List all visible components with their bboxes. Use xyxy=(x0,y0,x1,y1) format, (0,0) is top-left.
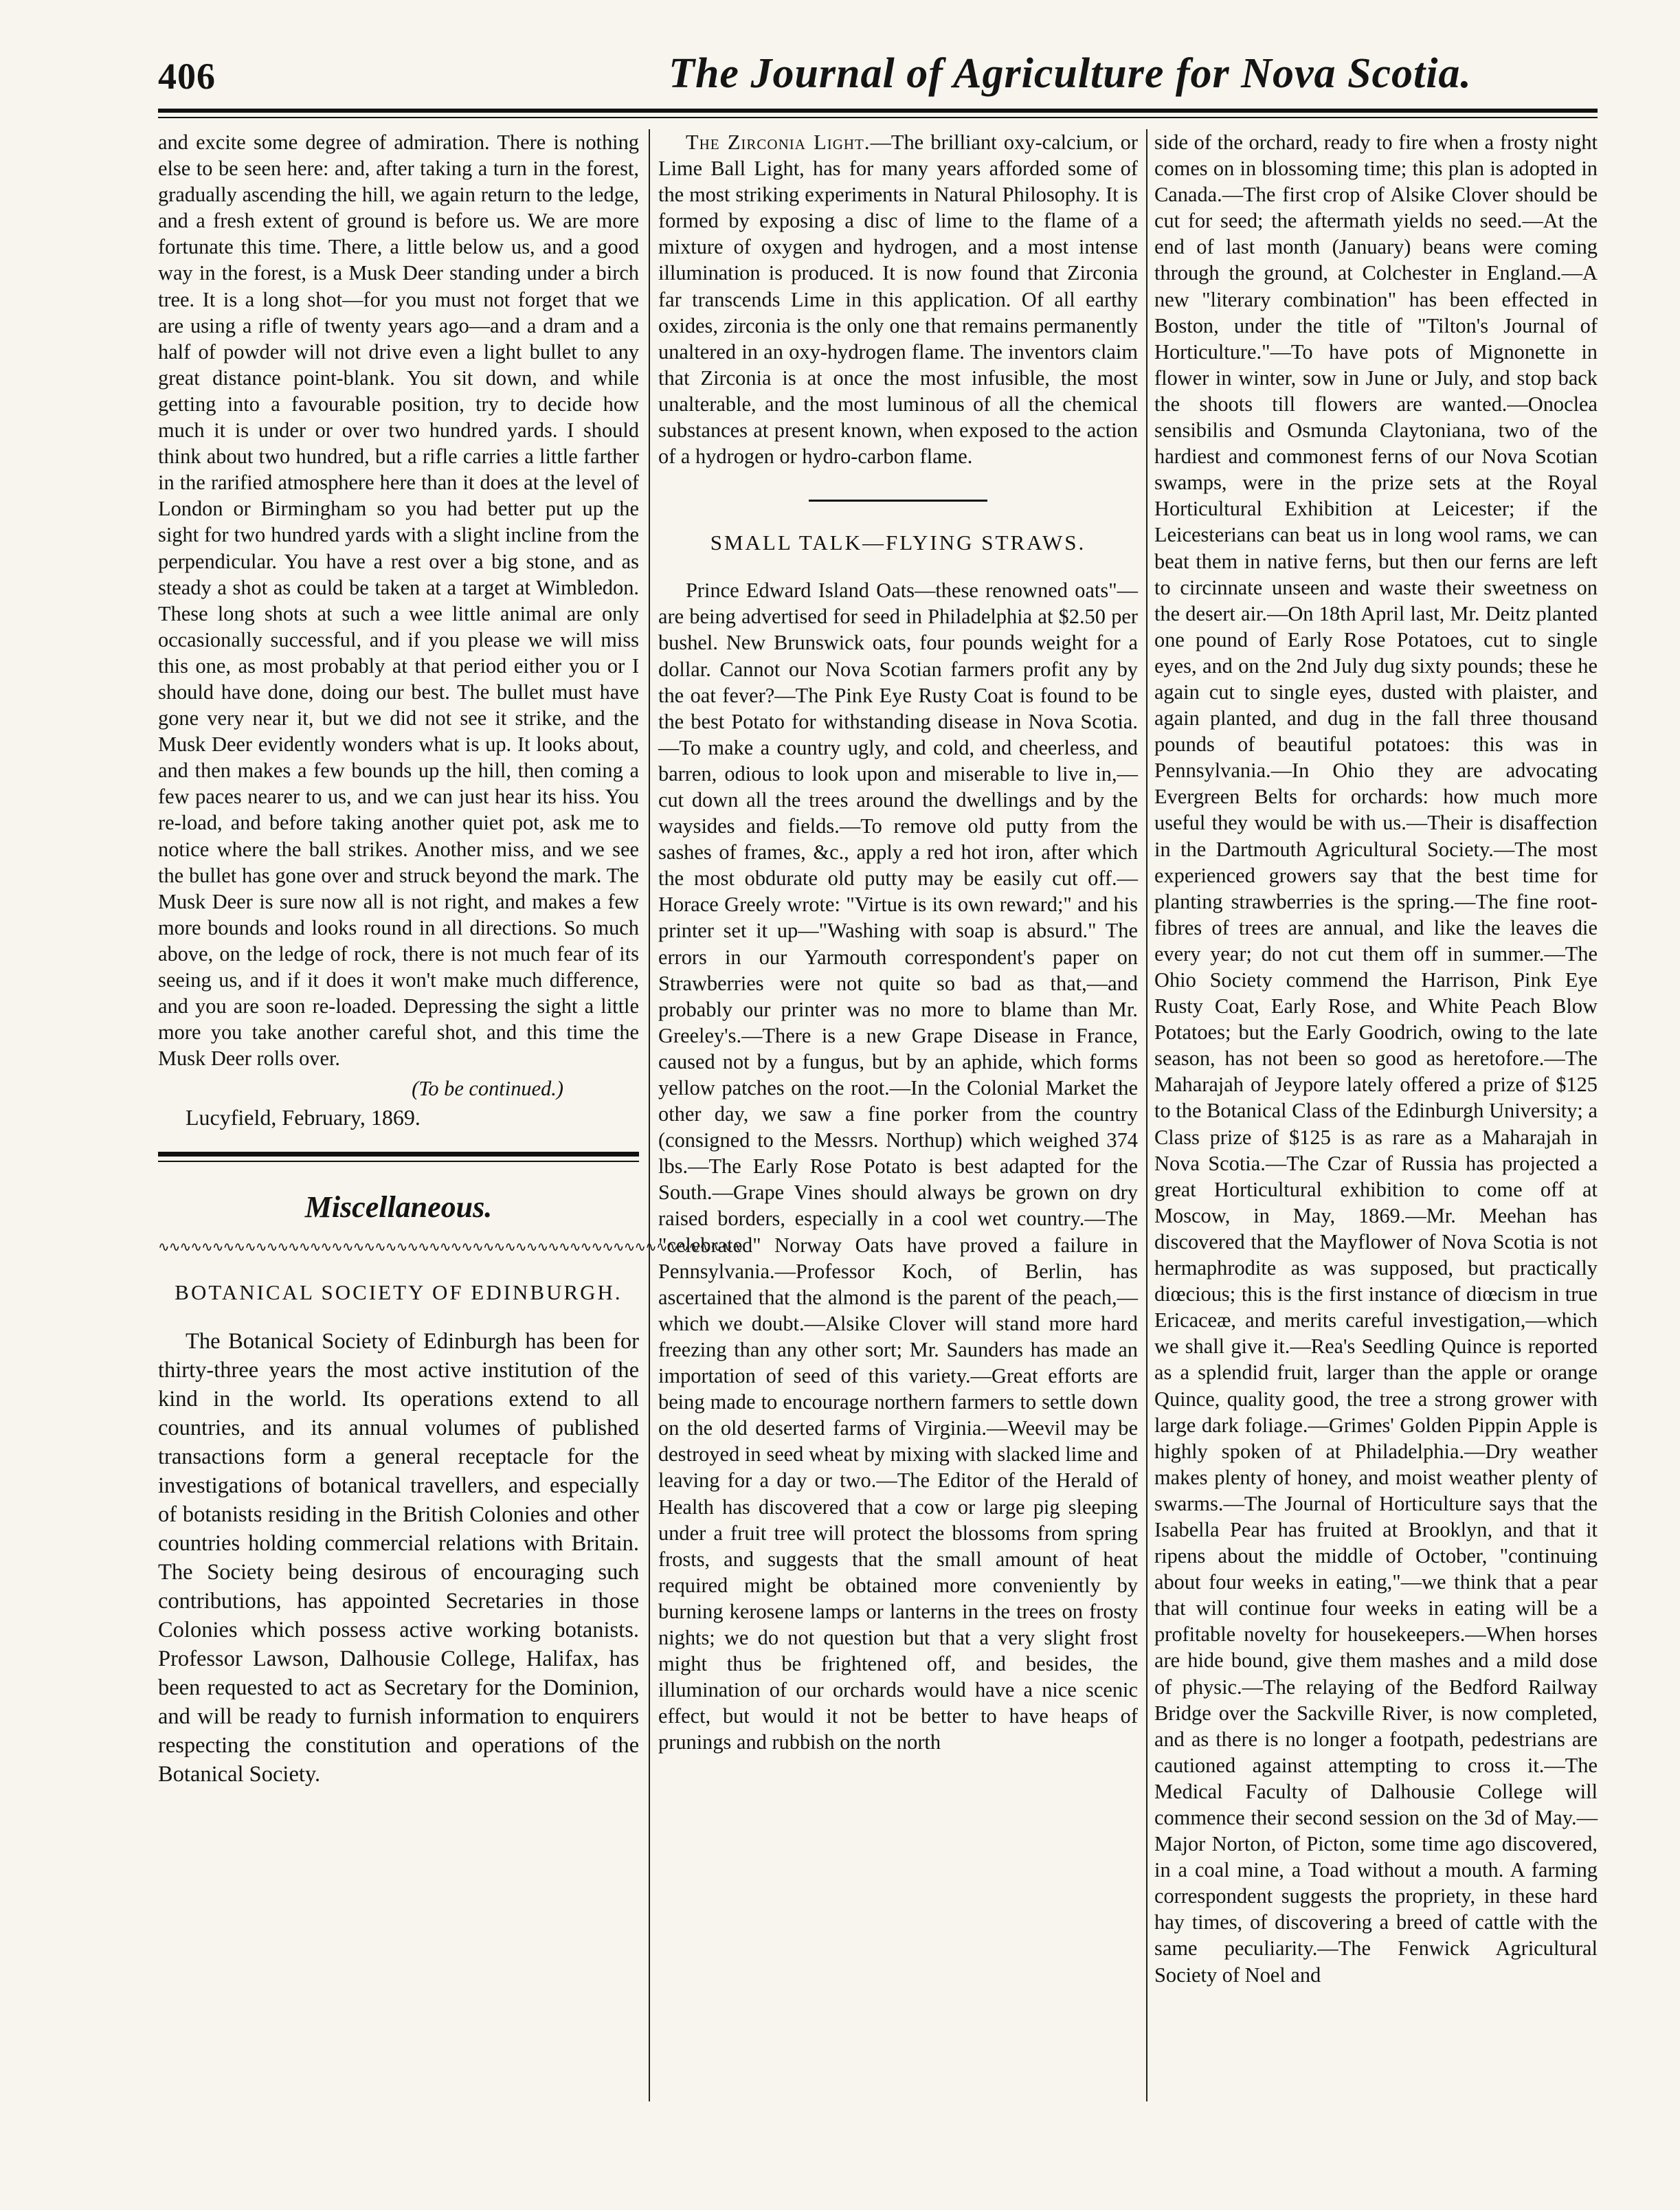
section-rule-thin xyxy=(158,1161,639,1162)
place-date-line: Lucyfield, February, 1869. xyxy=(186,1105,421,1130)
small-talk-text: Prince Edward Island Oats—these renowned oats"—are being advertised for seed in Philadelphia at $2.50 per bushel. New Brunswick oats, four pounds weight for a dollar. Cannot our Nova Scotian farmers profit any by the oat fever?—The Pink Eye Rusty Coat is found to be the best Potato for withstanding disease in Nova Scotia.—To make a country ugly, and cold, and cheerless, and barren, odious to look upon and miserable to live in,—cut down all the trees around the dwellings and by the waysides and fields.—To remove old putty from the sashes of frames, &c., apply a red hot iron, after which the most obdurate old putty may be easily cut off.—Horace Greely wrote: "Virtue is its own reward;" and his printer set it up—"Washing with soap is absurd." The errors in our Yarmouth correspondent's paper on Strawberries were not quite so bad as that,—and probably our printer was no more to blame than Mr. Greeley's.—There is a new Grape Disease in France, caused not by a fungus, but by an aphide, which forms yellow patches on the root.—In the Colonial Market the other day, we saw a fine porker from the country (consigned to the Messrs. Northup) which weighed 374 lbs.—The Early Rose Potato is best adapted for the South.—Grape Vines should always be grown on dry raised borders, especially in a cool wet country.—The "celebrated" Norway Oats have proved a failure in Pennsylvania.—Professor Koch, of Berlin, has ascertained that the almond is the parent of the peach,—which we doubt.—Alsike Clover will stand more hard freezing than any other sort; Mr. Saunders has made an importation of seed of this variety.—Great efforts are being made to encourage northern farmers to settle down on the old deserted farms of Virginia.—Weevil may be destroyed in seed wheat by mixing with slacked lime and leaving for a day or two.—The Editor of the Herald of Health has discovered that a cow or large pig sleeping under a fruit tree will protect the blossoms from spring frosts, and suggests that the small amount of heat required might be obtained more conveniently by burning kerosene lamps or lanterns in the trees on frosty nights; we do not question but that a very slight frost might thus be frightened off, and besides, the illumination of our orchards would have a nice scenic effect, but would it not be better to have heaps of prunings and rubbish on the north xyxy=(658,579,1138,1754)
column-divider-2 xyxy=(1146,129,1147,2101)
section-rule-thick xyxy=(158,1152,639,1157)
separator-rule xyxy=(809,500,987,502)
column-2 xyxy=(658,129,1138,2101)
column-3 xyxy=(1154,129,1598,2101)
header-rule xyxy=(158,109,1598,113)
botanical-society-heading: BOTANICAL SOCIETY OF EDINBURGH. xyxy=(175,1280,623,1304)
to-be-continued: (To be continued.) xyxy=(412,1077,563,1101)
botanical-society-text: The Botanical Society of Edinburgh has been for thirty-three years the most active institution of the kind in the world. Its operations extend to all countries, and its annual volumes of published transactions form a general receptacle for the investigations of botanical travellers, and especially of botanists residing in the British Colonies and other countries holding commercial relations with Britain. The Society being desirous of encouraging such contributions, has appointed Secretaries in those Colonies which possess active working botanists. Professor Lawson, Dalhousie College, Halifax, has been requested to act as Secretary for the Dominion, and will be ready to furnish information to enquirers respecting the constitution and operations of the Botanical Society. xyxy=(158,1328,639,1787)
zirconia-title: The Zirconia Light. xyxy=(686,131,871,154)
page-header xyxy=(158,49,1598,104)
column-1 xyxy=(158,129,743,2101)
musk-deer-article-text: and excite some degree of admiration. There is nothing else to be seen here: and, after taking a turn in the forest, gradually ascending the hill, we again return to the ledge, and a fresh extent of ground is before us. We are more fortunate this time. There, a little below us, and a good way in the forest, is a Musk Deer standing under a birch tree. It is a long shot—for you must not forget that we are using a rifle of twenty years ago—and a dram and a half of powder will not drive even a light bullet to any great distance point-blank. You sit down, and while getting into a favourable position, try to decide how much it is under or over two hundred yards. I should think about two hundred, but a rifle carries a little farther in the rarified atmosphere here than it does at the level of London or Birmingham so you had better put up the sight for two hundred yards with a slight incline from the perpendicular. You have a rest over a big stone, and as steady a shot as could be taken at a target at Wimbledon. These long shots at such a wee little animal are only occasionally successful, and if you please we will miss this one, as most probably at that period either you or I should have done, doing our best. The bullet must have gone very near it, but we did not see it strike, and the Musk Deer evidently wonders what is up. It looks about, and then makes a few bounds up the hill, then coming a few paces nearer to us, and we can just hear its hiss. You re-load, and before taking another quiet pot, ask me to notice where the ball strikes. Another miss, and we see the bullet has gone over and struck beyond the mark. The Musk Deer is sure now all is not right, and makes a few more bounds and looks round in all directions. So much above, on the ledge of rock, there is not much fear of its seeing us, and if it does it won't make much difference, and you are soon re-loaded. Depressing the sight a little more you take another careful shot, and this time the Musk Deer rolls over. xyxy=(158,131,639,1071)
wavy-ornament: ∿∿∿∿∿∿∿∿∿∿∿∿∿∿∿∿∿∿∿∿∿∿∿∿∿∿∿∿∿∿∿∿∿∿∿∿∿∿∿∿∿∿∿∿∿∿∿∿∿∿∿∿∿∿ xyxy=(158,1239,743,1255)
page-number: 406 xyxy=(158,56,216,97)
column-divider-1 xyxy=(649,129,650,2101)
section-title-miscellaneous: Miscellaneous. xyxy=(304,1190,493,1224)
header-rule-thin xyxy=(158,117,1598,118)
small-talk-continued-text: side of the orchard, ready to fire when a frosty night comes on in blossoming time; this plan is adopted in Canada.—The first crop of Alsike Clover should be cut for seed; the aftermath yields no seed.—At the end of last month (January) beans were coming through the ground, at Colchester in England.—A new "literary combination" has been effected in Boston, under the title of "Tilton's Journal of Horticulture."—To have pots of Mignonette in flower in winter, sow in June or July, and stop back the shoots till flowers are wanted.—Onoclea sensibilis and Osmunda Claytoniana, two of the hardiest and commonest ferns of our Nova Scotian swamps, were in the prize sets at the Royal Horticultural Exhibition at Leicester; if the Leicesterians can beat us in long wool rams, we can beat them in native ferns, but then our ferns are left to circinnate unseen and waste their sweetness on the desert air.—On 18th April last, Mr. Deitz planted one pound of Early Rose Potatoes, cut to single eyes, and on the 2nd July dug sixty pounds; these he again cut to single eyes, dusted with plaister, and again planted, and dug in the fall three thousand pounds of beautiful potatoes: this was in Pennsylvania.—In Ohio they are advocating Evergreen Belts for orchards: how much more useful they would be with us.—Their is disaffection in the Dartmouth Agricultural Society.—The most experienced growers say that the best time for planting strawberries is the spring.—The fine root-fibres of trees are annual, and like the leaves die every year; do not cut them off in summer.—The Ohio Society commend the Harrison, Pink Eye Rusty Coat, Early Rose, and White Peach Blow Potatoes; but the Early Goodrich, owing to the late season, has not been so good as heretofore.—The Maharajah of Jeypore lately offered a prize of $125 to the Botanical Class of the Edinburgh University; a Class prize of $125 is as rare as a Maharajah in Nova Scotia.—The Czar of Russia has projected a great Horticultural exhibition to come off at Moscow, in May, 1869.—Mr. Meehan has discovered that the Mayflower of Nova Scotia is not hermaphrodite as was supposed, but practically diœcious; this is the first instance of diœcism in true Ericaceæ, and merits careful investigation,—which we shall give it.—Rea's Seedling Quince is reported as a splendid fruit, larger than the apple or orange Quince, quality good, the tree a strong grower with large dark foliage.—Grimes' Golden Pippin Apple is highly spoken of at Philadelphia.—Dry weather makes plenty of honey, and moist weather plenty of swarms.—The Journal of Horticulture says that the Isabella Pear has fruited at Brooklyn, and that it ripens about the middle of October, "continuing about four weeks in eating,"—we think that a pear that will continue four weeks in eating will be a profitable novelty for housekeepers.—When horses are hide bound, give them mashes and a mild dose of physic.—The relaying of the Bedford Railway Bridge over the Sackville River, is now completed, and as there is no longer a footpath, pedestrians are cautioned against attempting to cross it.—The Medical Faculty of Dalhousie College will commence their second session on the 3d of May.—Major Norton, of Picton, some time ago discovered, in a coal mine, a Toad without a mouth. A farming correspondent suggests the propriety, in these hard hay times, of discovering a breed of cattle with the same peculiarity.—The Fenwick Agricultural Society of Noel and xyxy=(1154,131,1598,1987)
small-talk-heading: SMALL TALK—FLYING STRAWS. xyxy=(710,531,1086,555)
journal-title: The Journal of Agriculture for Nova Scotia. xyxy=(669,50,1472,97)
zirconia-text: —The brilliant oxy-calcium, or Lime Ball Light, has for many years afforded some of the most striking experiments in Natural Philosophy. It is formed by exposing a disc of lime to the flame of a mixture of oxygen and hydrogen, and a most intense illumination is produced. It is now found that Zirconia far transcends Lime in this application. Of all earthy oxides, zirconia is the only one that remains permanently unaltered in an oxy-hydrogen flame. The inventors claim that Zirconia is at once the most infusible, the most unalterable, and the most luminous of all the chemical substances at present known, when exposed to the action of a hydrogen or hydro-carbon flame. xyxy=(658,131,1138,469)
zirconia-paragraph xyxy=(658,129,1138,469)
